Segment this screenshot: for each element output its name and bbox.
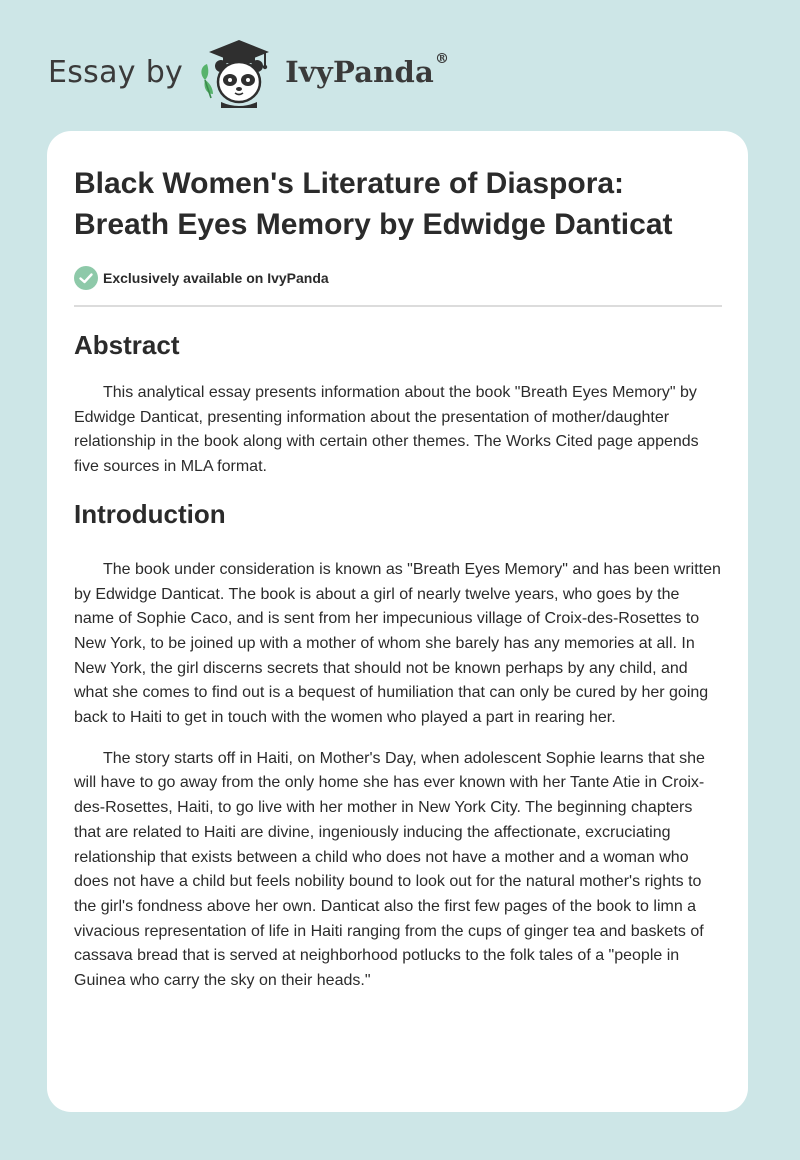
registered-mark: ® [434,51,450,67]
essay-card [47,131,748,1112]
introduction-paragraph-1: The book under consideration is known as "Breath Eyes Memory" and has been written by Edwidge Danticat. The book is about a girl of nearly twelve years, who goes by the name of Sophie Caco, and is sent from her impecunious village of Croix-des-Rosettes to New York, to be joined up with a mother of whom she barely has any memories at all. In New York, the girl discerns secrets that should not be known perhaps by any child, and what she comes to find out is a bequest of humiliation that can only be cured by her going back to Haiti to get in touch with the women who played a part in rearing her. [74,560,721,727]
introduction-heading: Introduction [74,498,226,529]
exclusive-badge [74,265,722,291]
site-header [48,36,449,108]
check-circle-icon [74,266,98,290]
abstract-heading: Abstract [74,330,180,360]
introduction-paragraph-2: The story starts off in Haiti, on Mother's Day, when adolescent Sophie learns that she will have to go away from the only home she has ever known with her Tante Atie in Croix-des-Rosettes, Haiti, to go live with her mother in New York City. The beginning chapters that are related to Haiti are divine, ingeniously inducing the affectionate, excruciating relationship that exists between a child who does not have a mother and a woman who does not have a child but feels nobility bound to look out for the natural mother's rights to the girl's fondness above her own. Danticat also the first few pages of the book to limn a vivacious representation of life in Haiti ranging from the cups of ginger tea and baskets of cassava bread that is served at neighborhood potlucks to the folk tales of a "people in Guinea who carry the sky on their heads." [74,749,705,990]
exclusive-badge-label: Exclusively available on IvyPanda [103,270,329,286]
essay-by-label: Essay by [48,54,184,90]
essay-title: Black Women's Literature of Diaspora: Breath Eyes Memory by Edwidge Danticat [74,167,673,241]
title-divider [74,305,722,307]
panda-graduate-logo-icon[interactable] [195,36,281,108]
brand-name[interactable] [285,51,450,89]
abstract-paragraph: This analytical essay presents information about the book "Breath Eyes Memory" by Edwidge Danticat, presenting information about the presentation of mother/daughter relationship in the book along with certain other themes. The Works Cited page appends five sources in MLA format. [74,384,699,476]
brand-name-text: IvyPanda [285,55,434,89]
